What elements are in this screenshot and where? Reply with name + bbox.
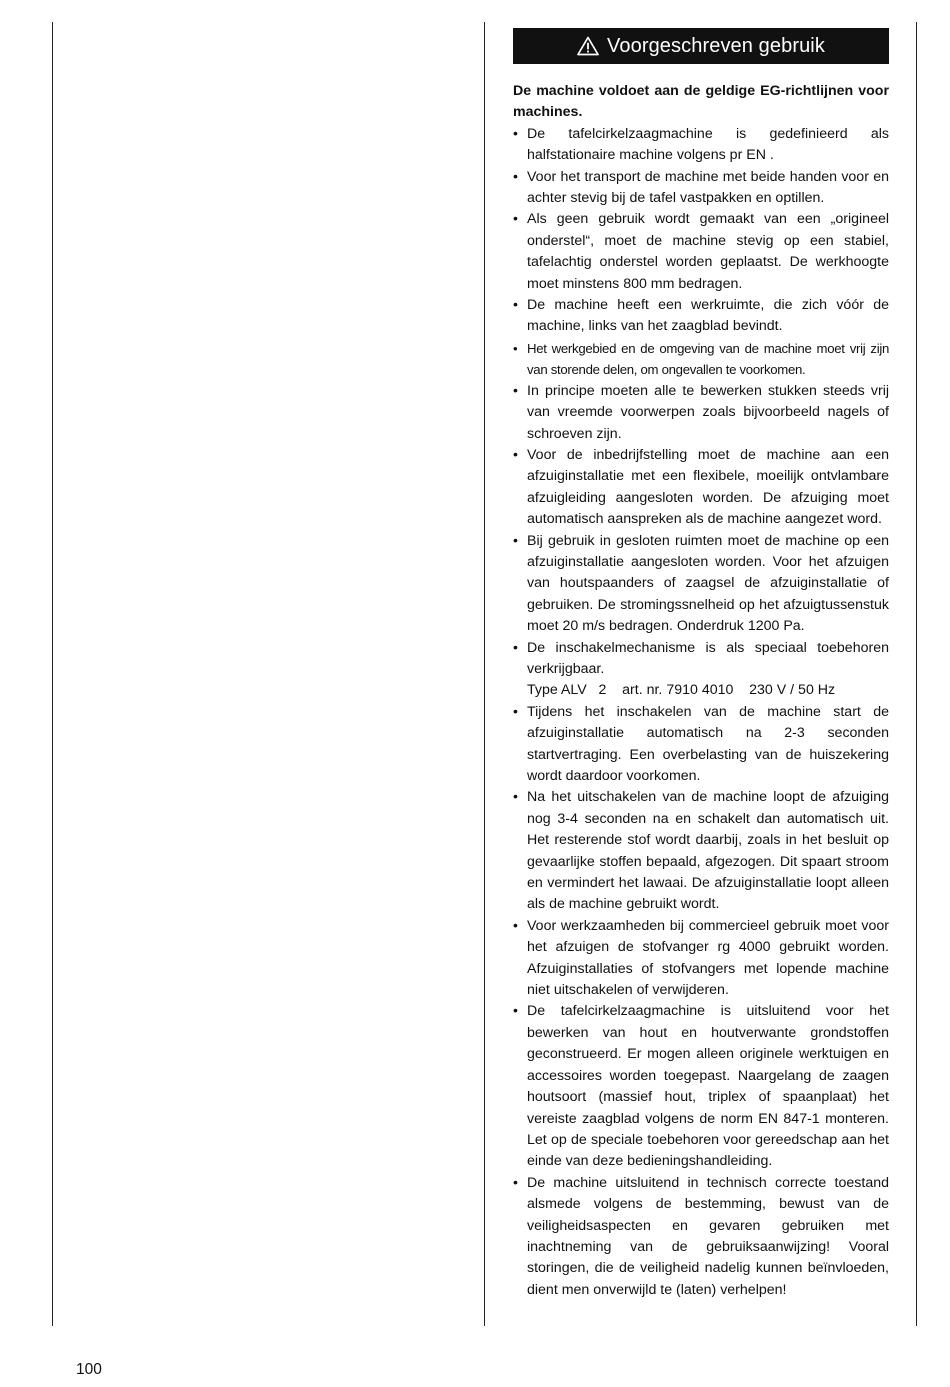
bullet-text: De tafelcirkelzaagmachine is uitsluitend voor het bewerken van hout en houtverwante grondstoffen geconstrueerd. Er mogen alleen originele werktuigen en accessoires worden toegepast. Naargelang de zaagen houtsoort (massief hout, triplex of spaanplaat) het vereiste zaagblad volgens de norm EN 847-1 monteren. Let op de speciale toebehoren voor gereedschap aan het einde van deze bedieningshandleiding. bbox=[527, 1003, 889, 1170]
bullet-symbol: • bbox=[513, 168, 518, 185]
column-divider-right bbox=[916, 22, 917, 1326]
bullet-symbol: • bbox=[513, 1003, 518, 1020]
bullet-text: De inschakelmechanisme is als speciaal toebehoren verkrijgbaar. bbox=[527, 639, 889, 677]
list-item bbox=[513, 209, 889, 295]
bullet-symbol: • bbox=[513, 125, 518, 142]
list-item bbox=[513, 702, 889, 788]
usage-bullet-list bbox=[513, 124, 889, 1301]
bullet-text: Als geen gebruik wordt gemaakt van een „origineel onderstel“, moet de machine stevig op een stabiel, tafelachtig onderstel worden geplaatst. De werkhoogte moet minstens 800 mm bedragen. bbox=[527, 211, 889, 292]
right-text-column bbox=[513, 28, 889, 1301]
warning-triangle-icon bbox=[577, 36, 599, 56]
bullet-text: De machine heeft een werkruimte, die zich vóór de machine, links van het zaagblad bevindt. bbox=[527, 297, 889, 335]
section-title: Voorgeschreven gebruik bbox=[607, 34, 825, 57]
bullet-text: Bij gebruik in gesloten ruimten moet de machine op een afzuiginstallatie aangesloten worden. Voor het afzuigen van houtspaanders of zaagsel de afzuiginstallatie of gebruiken. De stromingssnelheid op het afzuigtussenstuk moet 20 m/s bedragen. Onderdruk 1200 Pa. bbox=[527, 532, 889, 635]
list-item bbox=[513, 787, 889, 915]
type-spec-line: Type ALV 2 art. nr. 7910 4010 230 V / 50 Hz bbox=[527, 682, 836, 699]
list-item bbox=[513, 1001, 889, 1172]
bullet-symbol: • bbox=[513, 382, 518, 399]
bullet-symbol: • bbox=[513, 639, 518, 656]
list-item bbox=[513, 916, 889, 1002]
bullet-text: Het werkgebied en de omgeving van de machine moet vrij zijn van storende delen, om ongevallen te voorkomen. bbox=[527, 340, 889, 378]
list-item bbox=[513, 338, 889, 381]
bullet-text: In principe moeten alle te bewerken stukken steeds vrij van vreemde voorwerpen zoals bijvoorbeeld nagels of schroeven zijn. bbox=[527, 382, 889, 442]
list-item bbox=[513, 167, 889, 210]
bullet-symbol: • bbox=[513, 340, 518, 356]
column-divider-left bbox=[52, 22, 53, 1326]
bullet-text: Voor de inbedrijfstelling moet de machine aan een afzuiginstallatie met een flexibele, moeilijk ontvlambare afzuigleiding aangesloten worden. De afzuiging moet automatisch aanspreken als de machine aangezet word. bbox=[527, 446, 889, 528]
bullet-symbol: • bbox=[513, 789, 518, 806]
list-item bbox=[513, 638, 889, 702]
bullet-symbol: • bbox=[513, 1174, 518, 1191]
bullet-symbol: • bbox=[513, 297, 518, 314]
list-item bbox=[513, 381, 889, 445]
list-item bbox=[513, 1173, 889, 1301]
list-item bbox=[513, 295, 889, 338]
bullet-text: De tafelcirkelzaagmachine is gedefinieerd als halfstationaire machine volgens pr EN . bbox=[527, 125, 889, 164]
bullet-symbol: • bbox=[513, 211, 518, 228]
bullet-text: Na het uitschakelen van de machine loopt de afzuiging nog 3-4 seconden na en schakelt dan automatisch uit. Het resterende stof wordt daarbij, zoals in het besluit op gevaarlijke stoffen bepaald, afgezogen. Dit spaart stroom en vermindert het lawaai. De afzuiginstallatie loopt alleen als de machine gebruikt wordt. bbox=[527, 789, 889, 913]
bullet-symbol: • bbox=[513, 917, 518, 934]
column-divider-middle bbox=[484, 22, 485, 1326]
bullet-text: Tijdens het inschakelen van de machine start de afzuiginstallatie automatisch na 2-3 seconden startvertraging. Een overbelasting van de huiszekering wordt daardoor voorkomen. bbox=[527, 703, 889, 784]
list-item bbox=[513, 124, 889, 167]
bullet-text: Voor werkzaamheden bij commercieel gebruik moet voor het afzuigen de stofvanger rg 4000 gebruikt worden. Afzuiginstallaties of stofvangers met lopende machine niet uitschakelen of verwijderen. bbox=[527, 917, 889, 999]
bullet-symbol: • bbox=[513, 532, 518, 549]
page-number: 100 bbox=[76, 1361, 102, 1378]
list-item bbox=[513, 531, 889, 638]
bullet-symbol: • bbox=[513, 446, 518, 463]
intro-statement: De machine voldoet aan de geldige EG-richtlijnen voor machines. bbox=[513, 83, 889, 121]
section-heading bbox=[513, 28, 889, 64]
bullet-text: De machine uitsluitend in technisch correcte toestand alsmede volgens de bestemming, bewust van de veiligheidsaspecten en gevaren gebruiken met inachtneming van de gebruiksaanwijzing! Vooral storingen, die de veiligheid nadelig kunnen beïnvloeden, dient men onverwijld te (laten) verhelpen! bbox=[527, 1174, 889, 1298]
list-item bbox=[513, 445, 889, 531]
bullet-symbol: • bbox=[513, 703, 518, 720]
bullet-text: Voor het transport de machine met beide handen voor en achter stevig bij de tafel vastpakken en optillen. bbox=[527, 168, 889, 207]
